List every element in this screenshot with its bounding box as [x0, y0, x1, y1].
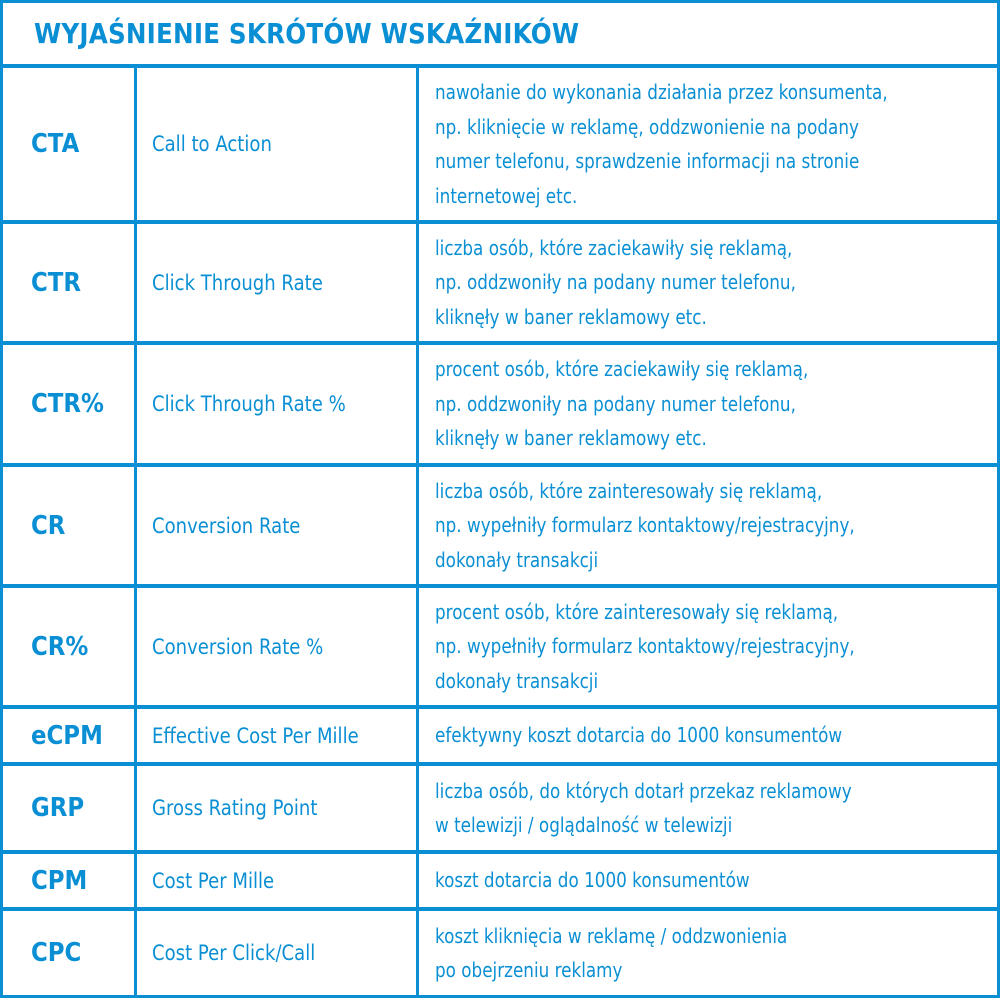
full-name: Conversion Rate: [152, 513, 301, 538]
full-name: Effective Cost Per Mille: [152, 723, 359, 748]
name-cell: [137, 467, 416, 584]
description: [435, 595, 907, 699]
abbr-cell: [3, 467, 134, 584]
description-line: dokonały transakcji: [435, 668, 599, 693]
description-line: np. wypełniły formularz kontaktowy/rejestracyjny,: [435, 513, 855, 538]
full-name: Gross Rating Point: [152, 796, 318, 820]
description-cell: [419, 588, 997, 705]
description-line: dokonały transakcji: [435, 547, 599, 572]
abbr-cell: [3, 224, 134, 341]
description-line: liczba osób, które zainteresowały się reklamą,: [435, 478, 823, 503]
abbr-cell: [3, 709, 134, 762]
description: [435, 474, 907, 578]
description: [435, 75, 907, 213]
abbreviation: CPM: [31, 865, 88, 896]
abbr-cell: [3, 854, 134, 907]
description-cell: [419, 68, 997, 220]
abbreviation: CTA: [31, 129, 80, 159]
description-line: kliknęły w baner reklamowy etc.: [435, 426, 707, 451]
description-line: numer telefonu, sprawdzenie informacji na stronie: [435, 149, 860, 173]
description-cell: [419, 709, 997, 762]
description: [435, 231, 907, 335]
abbr-cell: [3, 766, 134, 850]
description-line: np. oddzwoniły na podany numer telefonu,: [435, 270, 796, 295]
description-line: koszt kliknięcia w reklamę / oddzwonienia: [435, 923, 788, 948]
description: [435, 352, 907, 456]
description-line: kliknęły w baner reklamowy etc.: [435, 304, 707, 329]
name-cell: [137, 224, 416, 341]
description: [435, 919, 907, 988]
page-title: WYJAŚNIENIE SKRÓTÓW WSKAŹNIKÓW: [34, 17, 580, 50]
description: [435, 718, 907, 753]
abbreviation: eCPM: [31, 720, 103, 751]
name-cell: [137, 68, 416, 220]
abbreviation: GRP: [31, 793, 85, 823]
description-cell: [419, 467, 997, 584]
description-cell: [419, 911, 997, 995]
description-cell: [419, 224, 997, 341]
abbreviation: CTR: [31, 267, 82, 298]
abbr-cell: [3, 588, 134, 705]
description-cell: [419, 766, 997, 850]
name-cell: [137, 345, 416, 463]
full-name: Cost Per Click/Call: [152, 941, 316, 965]
description-line: internetowej etc.: [435, 183, 578, 208]
abbreviation: CPC: [31, 938, 82, 968]
abbr-cell: [3, 345, 134, 463]
description-line: np. oddzwoniły na podany numer telefonu,: [435, 391, 796, 416]
description: [435, 863, 907, 898]
full-name: Call to Action: [152, 132, 272, 156]
table-header: [3, 3, 997, 64]
name-cell: [137, 854, 416, 907]
description-line: np. kliknięcie w reklamę, oddzwonienie na podany: [435, 114, 859, 139]
description-cell: [419, 345, 997, 463]
description-line: liczba osób, które zaciekawiły się reklamą,: [435, 235, 793, 260]
full-name: Click Through Rate %: [152, 392, 346, 416]
full-name: Cost Per Mille: [152, 868, 275, 893]
abbreviation: CTR%: [31, 389, 104, 419]
name-cell: [137, 911, 416, 995]
name-cell: [137, 766, 416, 850]
abbr-cell: [3, 911, 134, 995]
abbr-cell: [3, 68, 134, 220]
description-line: procent osób, które zaciekawiły się reklamą,: [435, 357, 809, 382]
description: [435, 774, 907, 843]
description-line: liczba osób, do których dotarł przekaz reklamowy: [435, 778, 852, 803]
description-line: koszt dotarcia do 1000 konsumentów: [435, 868, 750, 893]
description-line: po obejrzeniu reklamy: [435, 958, 623, 982]
description-line: w telewizji / oglądalność w telewizji: [435, 813, 733, 837]
description-line: procent osób, które zainteresowały się reklamą,: [435, 599, 839, 624]
description-line: nawołanie do wykonania działania przez konsumenta,: [435, 80, 888, 104]
description-cell: [419, 854, 997, 907]
description-line: efektywny koszt dotarcia do 1000 konsumentów: [435, 723, 843, 748]
full-name: Conversion Rate %: [152, 634, 324, 659]
description-line: np. wypełniły formularz kontaktowy/rejestracyjny,: [435, 634, 855, 659]
abbreviation: CR%: [31, 631, 89, 662]
full-name: Click Through Rate: [152, 270, 323, 295]
name-cell: [137, 709, 416, 762]
name-cell: [137, 588, 416, 705]
abbreviation: CR: [31, 510, 66, 541]
